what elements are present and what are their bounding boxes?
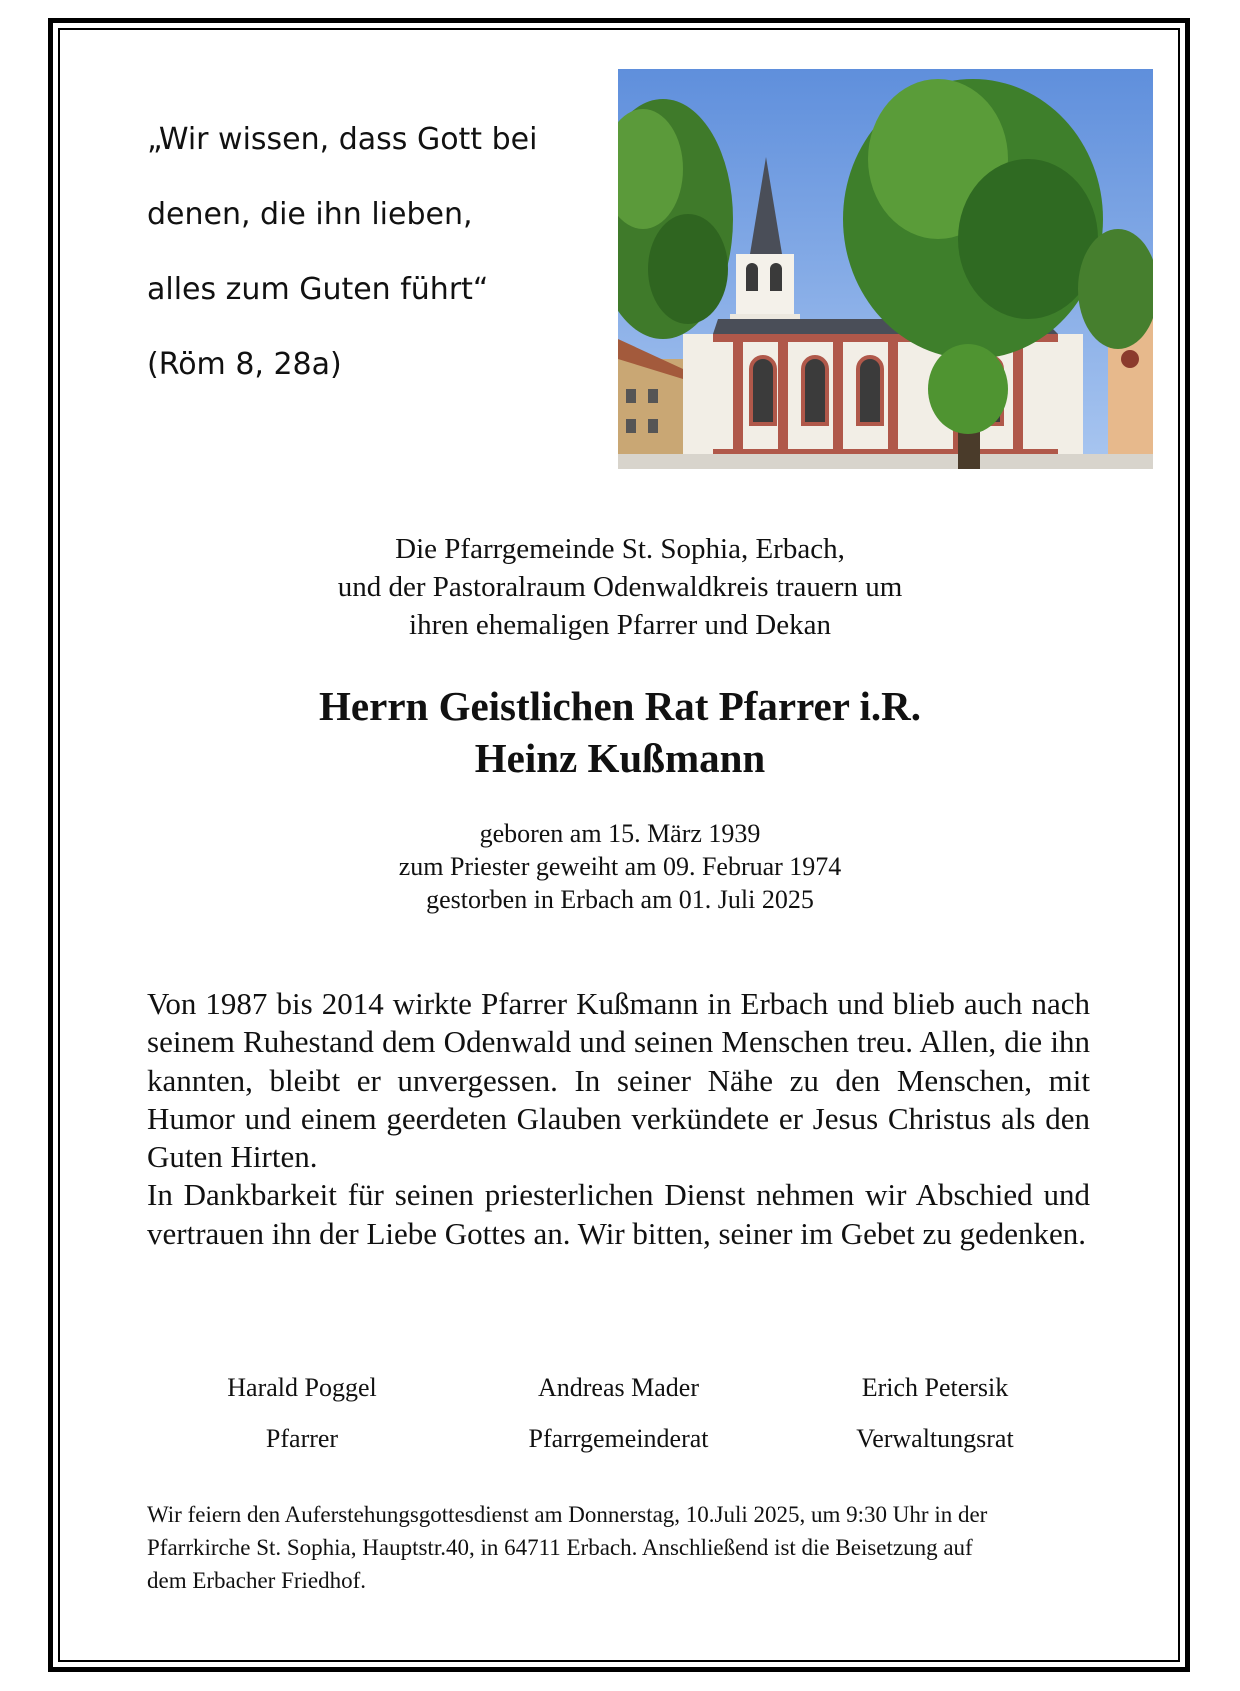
quote-line: alles zum Guten führt“ xyxy=(147,272,489,307)
deceased-name: Heinz Kußmann xyxy=(474,735,766,781)
deceased-title: Herrn Geistlichen Rat Pfarrer i.R. xyxy=(319,683,921,729)
service-line: Wir feiern den Auferstehungsgottesdienst am Donnerstag, 10.Juli 2025, um 9:30 Uhr in der xyxy=(147,1502,988,1527)
signatory-name: Harald Poggel xyxy=(227,1373,377,1402)
intro-line: Die Pfarrgemeinde St. Sophia, Erbach, xyxy=(395,533,845,565)
obituary-paragraph: Von 1987 bis 2014 wirkte Pfarrer Kußmann in Erbach und blieb auch nach seinem Ruhestand dem Odenwald und seinen Menschen treu. Allen, die ihn kannten, bleibt er unvergessen. In seiner Nähe zu den Menschen, mit Humor und einem geerdeten Glauben verkündete er Jesus Christus als den Guten Hirten. xyxy=(147,986,1090,1175)
intro-text xyxy=(160,530,1080,644)
service-line: dem Erbacher Friedhof. xyxy=(147,1568,367,1593)
life-dates xyxy=(160,817,1080,916)
church-photo xyxy=(618,69,1153,469)
death-date: gestorben in Erbach am 01. Juli 2025 xyxy=(426,885,814,914)
signatory xyxy=(780,1362,1090,1464)
signatory xyxy=(147,1362,457,1464)
signatory xyxy=(464,1362,774,1464)
signatories xyxy=(147,1362,1090,1464)
obituary-text xyxy=(147,985,1090,1253)
signatory-name: Erich Petersik xyxy=(861,1373,1009,1402)
service-line: Pfarrkirche St. Sophia, Hauptstr.40, in 64711 Erbach. Anschließend ist die Beisetzung auf xyxy=(147,1535,973,1560)
intro-line: ihren ehemaligen Pfarrer und Dekan xyxy=(409,609,831,641)
deceased-heading xyxy=(160,680,1080,784)
quote-reference: (Röm 8, 28a) xyxy=(147,347,342,382)
birth-date: geboren am 15. März 1939 xyxy=(479,819,761,848)
bible-quote xyxy=(147,110,587,410)
signatory-role: Pfarrgemeinderat xyxy=(528,1424,709,1453)
signatory-name: Andreas Mader xyxy=(538,1373,699,1402)
quote-line: denen, die ihn lieben, xyxy=(147,197,473,232)
intro-line: und der Pastoralraum Odenwaldkreis trauern um xyxy=(337,571,903,603)
signatory-role: Pfarrer xyxy=(265,1424,339,1453)
quote-line: „Wir wissen, dass Gott bei xyxy=(147,122,538,157)
obituary-paragraph: In Dankbarkeit für seinen priesterlichen Dienst nehmen wir Abschied und vertrauen ihn der Liebe Gottes an. Wir bitten, seiner im Gebet zu gedenken. xyxy=(147,1177,1090,1251)
funeral-service-info xyxy=(147,1498,1067,1597)
ordination-date: zum Priester geweiht am 09. Februar 1974 xyxy=(398,852,842,881)
signatory-role: Verwaltungsrat xyxy=(856,1424,1014,1453)
